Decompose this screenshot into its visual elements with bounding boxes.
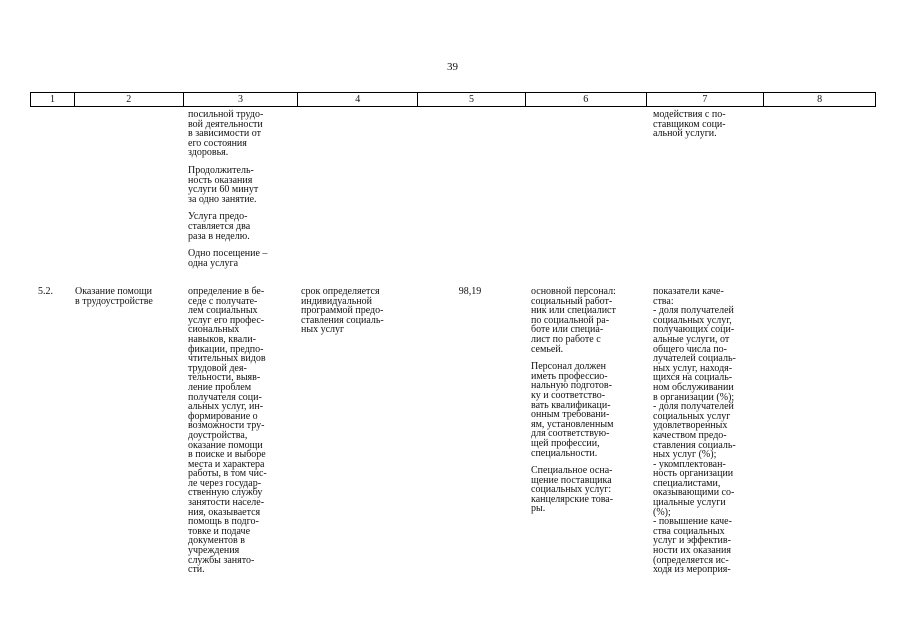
table-header-row [30, 92, 876, 107]
row-number-text: 5.2. [38, 286, 53, 297]
page-number: 39 [447, 61, 458, 73]
continuation-paragraph: Услуга предо- ставляется два раза в неделю. [188, 211, 251, 242]
header-col-5: 5 [418, 93, 526, 106]
continuation-paragraph: модействия с по- ставщиком соци- альной услуги. [653, 109, 726, 140]
service-term [301, 287, 419, 335]
service-name [75, 287, 185, 306]
header-col-8: 8 [817, 94, 823, 105]
tariff-value [425, 287, 515, 297]
header-col-2: 2 [75, 93, 184, 106]
tariff-text: 98,19 [458, 286, 482, 297]
service-name-text: Оказание помощи в трудоустройстве [75, 286, 153, 307]
quality-indicators [653, 287, 765, 575]
continuation-col-7 [653, 110, 765, 139]
continuation-paragraph: Одно посещение – одна услуга [188, 248, 268, 269]
header-col-7: 7 [647, 93, 765, 106]
row-number [38, 287, 74, 297]
header-col-1: 1 [31, 93, 75, 106]
term-paragraph: срок определяется индивидуальной программой предо- ставления социаль- ных услуг [301, 286, 384, 336]
staff-conditions [531, 287, 647, 514]
service-description [188, 287, 300, 575]
conditions-paragraph: Специальное осна- щение поставщика социальных услуг: канцелярские това- ры. [531, 465, 614, 515]
conditions-paragraph: Персонал должен иметь профессио- нальную подготов- ку и соответство- вать квалификаци- онным требовани- ям, установленным для соответствую- щей профессии, специальности. [531, 361, 614, 459]
header-col-4: 4 [298, 93, 418, 106]
header-col-6: 6 [526, 93, 647, 106]
header-col-3: 3 [184, 93, 299, 106]
indicators-paragraph: показатели каче- ства: - доля получателей социальных услуг, получающих соци- альные услуги, от общего числа по- лучателей социаль- ных услуг, находя- щихся на социаль- ном обслуживании в организации (%); - доля получателей социальных услуг удовлетворенных качеством предо- ставления социаль- ных услуг (%); - укомплектован- ность организации специалистами, оказывающими со- циальные услуги (%); - повышение каче- ства социальных услуг и эффектив- ности их оказания (определяется ис- ходя из мероприя- [653, 286, 736, 576]
description-paragraph: определение в бе- седе с получате- лем социальных услуг его профес- сиональных навыков, квали- фикации, предпо- чтительных видов трудовой дея- тельности, выяв- ление проблем получателя соци- альных услуг, ин- формирование о возможности тру- доустройства, оказание помощи в поиске и выборе места и характера работы, в том чис- ле через государ- ственную службу занятости населе- ния, оказывается помощь в подго- товке и подаче документов в учреждения службы занято- сти. [188, 286, 267, 576]
continuation-paragraph: посильной трудо- вой деятельности в зависимости от его состояния здоровья. [188, 109, 264, 159]
continuation-col-3 [188, 110, 300, 268]
continuation-paragraph: Продолжитель- ность оказания услуги 60 минут за одно занятие. [188, 164, 259, 205]
conditions-paragraph: основной персонал: социальный работ- ник или специалист по социальной ра- боте или специа- лист по работе с семьей. [531, 286, 616, 355]
